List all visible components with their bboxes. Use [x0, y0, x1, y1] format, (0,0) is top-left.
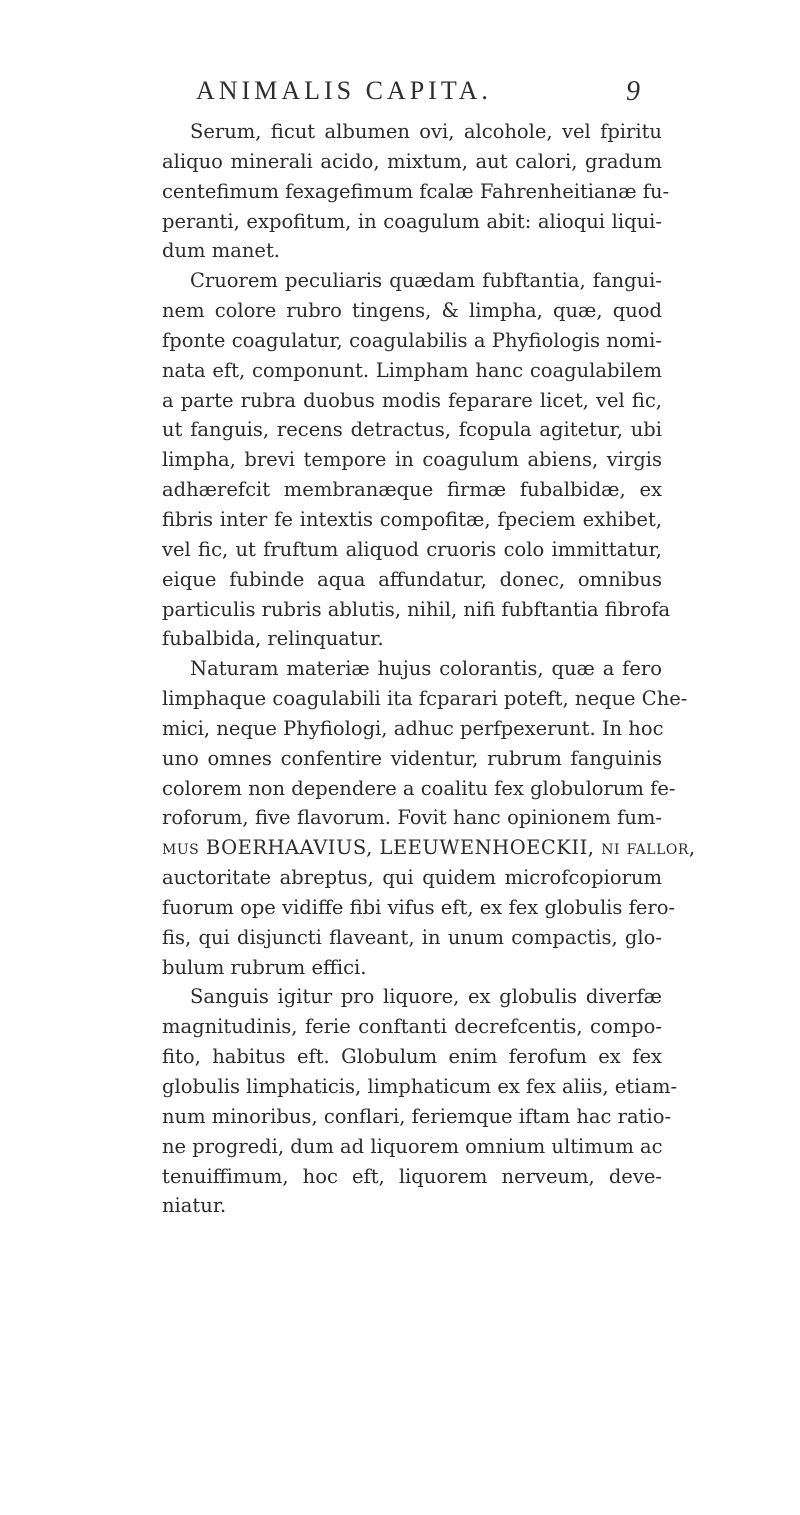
text-line: fibris inter fe intextis compofitæ, fpeciem exhibet,: [162, 507, 662, 531]
text-line: Naturam materiæ hujus colorantis, quæ a fero: [190, 657, 662, 681]
text-line: uno omnes confentire videntur, rubrum fanguinis: [162, 746, 662, 770]
text-line: vel fic, ut fruftum aliquod cruoris colo immittatur,: [162, 537, 662, 561]
text-line: Cruorem peculiaris quædam fubftantia, fangui-: [190, 269, 662, 293]
text-line: fis, qui disjuncti flaveant, in unum compactis, glo-: [162, 925, 662, 949]
text-line: colorem non dependere a coalitu fex globulorum fe-: [162, 776, 676, 800]
text-line: adhærefcit membranæque firmæ fubalbidæ, ex: [162, 478, 662, 502]
page-number: 9: [626, 76, 640, 107]
text-line: auctoritate abreptus, qui quidem microfcopiorum: [162, 866, 662, 890]
text-line: eique fubinde aqua affundatur, donec, omnibus: [162, 567, 662, 591]
text-line: fubalbida, relinquatur.: [162, 627, 384, 651]
text-line: Serum, ficut albumen ovi, alcohole, vel fpiritu: [190, 120, 662, 143]
text-line: particulis rubris ablutis, nihil, nifi fubftantia fibrofa: [162, 597, 671, 621]
text-line: peranti, expofitum, in coagulum abit: alioqui liqui-: [162, 209, 662, 233]
text-line: niatur.: [162, 1194, 227, 1218]
body-text: [162, 117, 696, 1221]
text-line: fito, habitus eft. Globulum enim ferofum ex fex: [162, 1045, 662, 1069]
text-line: centefimum fexagefimum fcalæ Fahrenheitianæ fu-: [162, 179, 670, 203]
text-line: bulum rubrum effici.: [162, 955, 367, 979]
text-line: limpha, brevi tempore in coagulum abiens, virgis: [162, 448, 662, 472]
text-line: nem colore rubro tingens, & limpha, quæ, quod: [162, 299, 662, 323]
text-line: tenuiffimum, hoc eft, liquorem nerveum, deve-: [162, 1164, 662, 1188]
running-head: [160, 76, 640, 110]
text-line: aliquo minerali acido, mixtum, aut calori, gradum: [162, 149, 662, 173]
text-line: Sanguis igitur pro liquore, ex globulis diverfæ: [190, 985, 662, 1009]
text-line: globulis limphaticis, limphaticum ex fex aliis, etiam-: [162, 1075, 678, 1098]
text-line: fuorum ope vidiffe fibi vifus eft, ex fex globulis fero-: [162, 895, 676, 919]
text-line: a parte rubra duobus modis feparare licet, vel fic,: [162, 388, 662, 412]
text-line: mus BOERHAAVIUS, LEEUWENHOECKII, ni fallor,: [162, 836, 696, 860]
text-line: magnitudinis, ferie conftanti decrefcentis, compo-: [162, 1015, 662, 1039]
text-line: ne progredi, dum ad liquorem omnium ultimum ac: [162, 1134, 663, 1158]
running-title: ANIMALIS CAPITA.: [196, 76, 492, 105]
text-line: limphaque coagulabili ita fcparari poteft, neque Che-: [162, 687, 688, 711]
text-line: nata eft, componunt. Limpham hanc coagulabilem: [162, 358, 662, 382]
text-line: num minoribus, conflari, feriemque iftam hac ratio-: [162, 1104, 672, 1128]
text-line: mici, neque Phyfiologi, adhuc perfpexerunt. In hoc: [162, 716, 664, 740]
text-line: fponte coagulatur, coagulabilis a Phyfiologis nomi-: [162, 328, 662, 352]
text-line: dum manet.: [162, 239, 280, 263]
text-line: roforum, five flavorum. Fovit hanc opinionem fum-: [162, 806, 662, 830]
text-line: ut fanguis, recens detractus, fcopula agitetur, ubi: [162, 418, 662, 442]
